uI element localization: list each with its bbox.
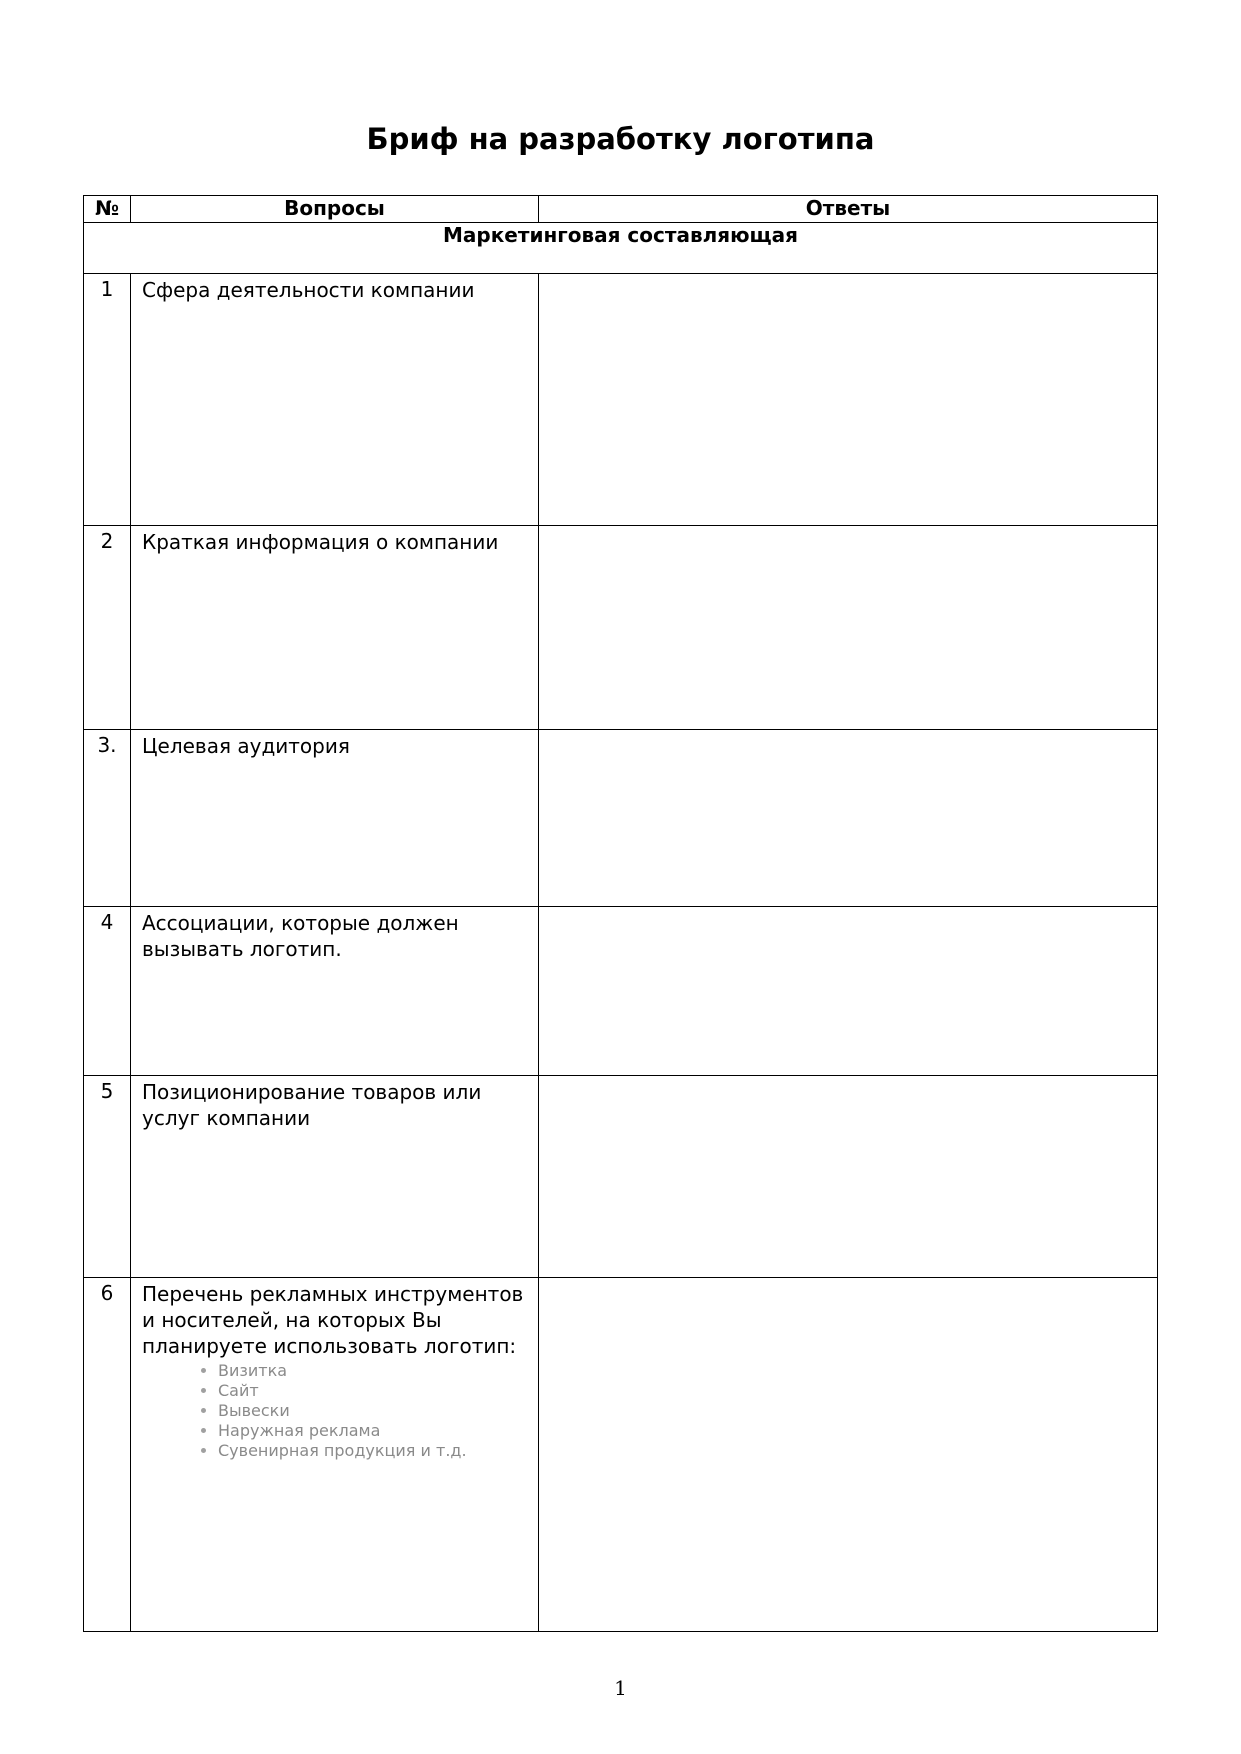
question-cell: Целевая аудитория [131,730,539,907]
answer-cell[interactable] [539,274,1158,526]
answer-cell[interactable] [539,730,1158,907]
question-cell: Сфера деятельности компании [131,274,539,526]
answer-cell[interactable] [539,526,1158,730]
row-number: 2 [84,526,131,730]
list-item: • Наружная реклама [218,1421,528,1441]
page-number: 1 [614,1676,627,1700]
examples-list [142,1361,528,1461]
header-num: № [84,196,131,223]
list-item: • Сувенирная продукция и т.д. [218,1441,528,1461]
table-row [84,1278,1158,1632]
table-row [84,526,1158,730]
header-questions: Вопросы [131,196,539,223]
row-number: 1 [84,274,131,526]
table-header-row [84,196,1158,223]
question-text: Перечень рекламных инструментов и носителей, на которых Вы планируете использовать логотип: [142,1282,524,1358]
row-number: 6 [84,1278,131,1632]
section-title: Маркетинговая составляющая [84,223,1158,274]
table-row [84,274,1158,526]
answer-cell[interactable] [539,907,1158,1076]
question-cell: Позиционирование товаров или услуг компании [131,1076,539,1278]
answer-cell[interactable] [539,1278,1158,1632]
question-cell: Краткая информация о компании [131,526,539,730]
page-title: Бриф на разработку логотипа [366,122,875,156]
list-item: • Сайт [218,1381,528,1401]
question-cell [131,1278,539,1632]
header-answers: Ответы [539,196,1158,223]
brief-table [83,195,1158,1632]
question-cell: Ассоциации, которые должен вызывать логотип. [131,907,539,1076]
list-item: • Вывески [218,1401,528,1421]
row-number: 3. [84,730,131,907]
row-number: 4 [84,907,131,1076]
list-item: • Визитка [218,1361,528,1381]
section-row [84,223,1158,274]
row-number: 5 [84,1076,131,1278]
table-row [84,730,1158,907]
answer-cell[interactable] [539,1076,1158,1278]
table-row [84,907,1158,1076]
table-row [84,1076,1158,1278]
